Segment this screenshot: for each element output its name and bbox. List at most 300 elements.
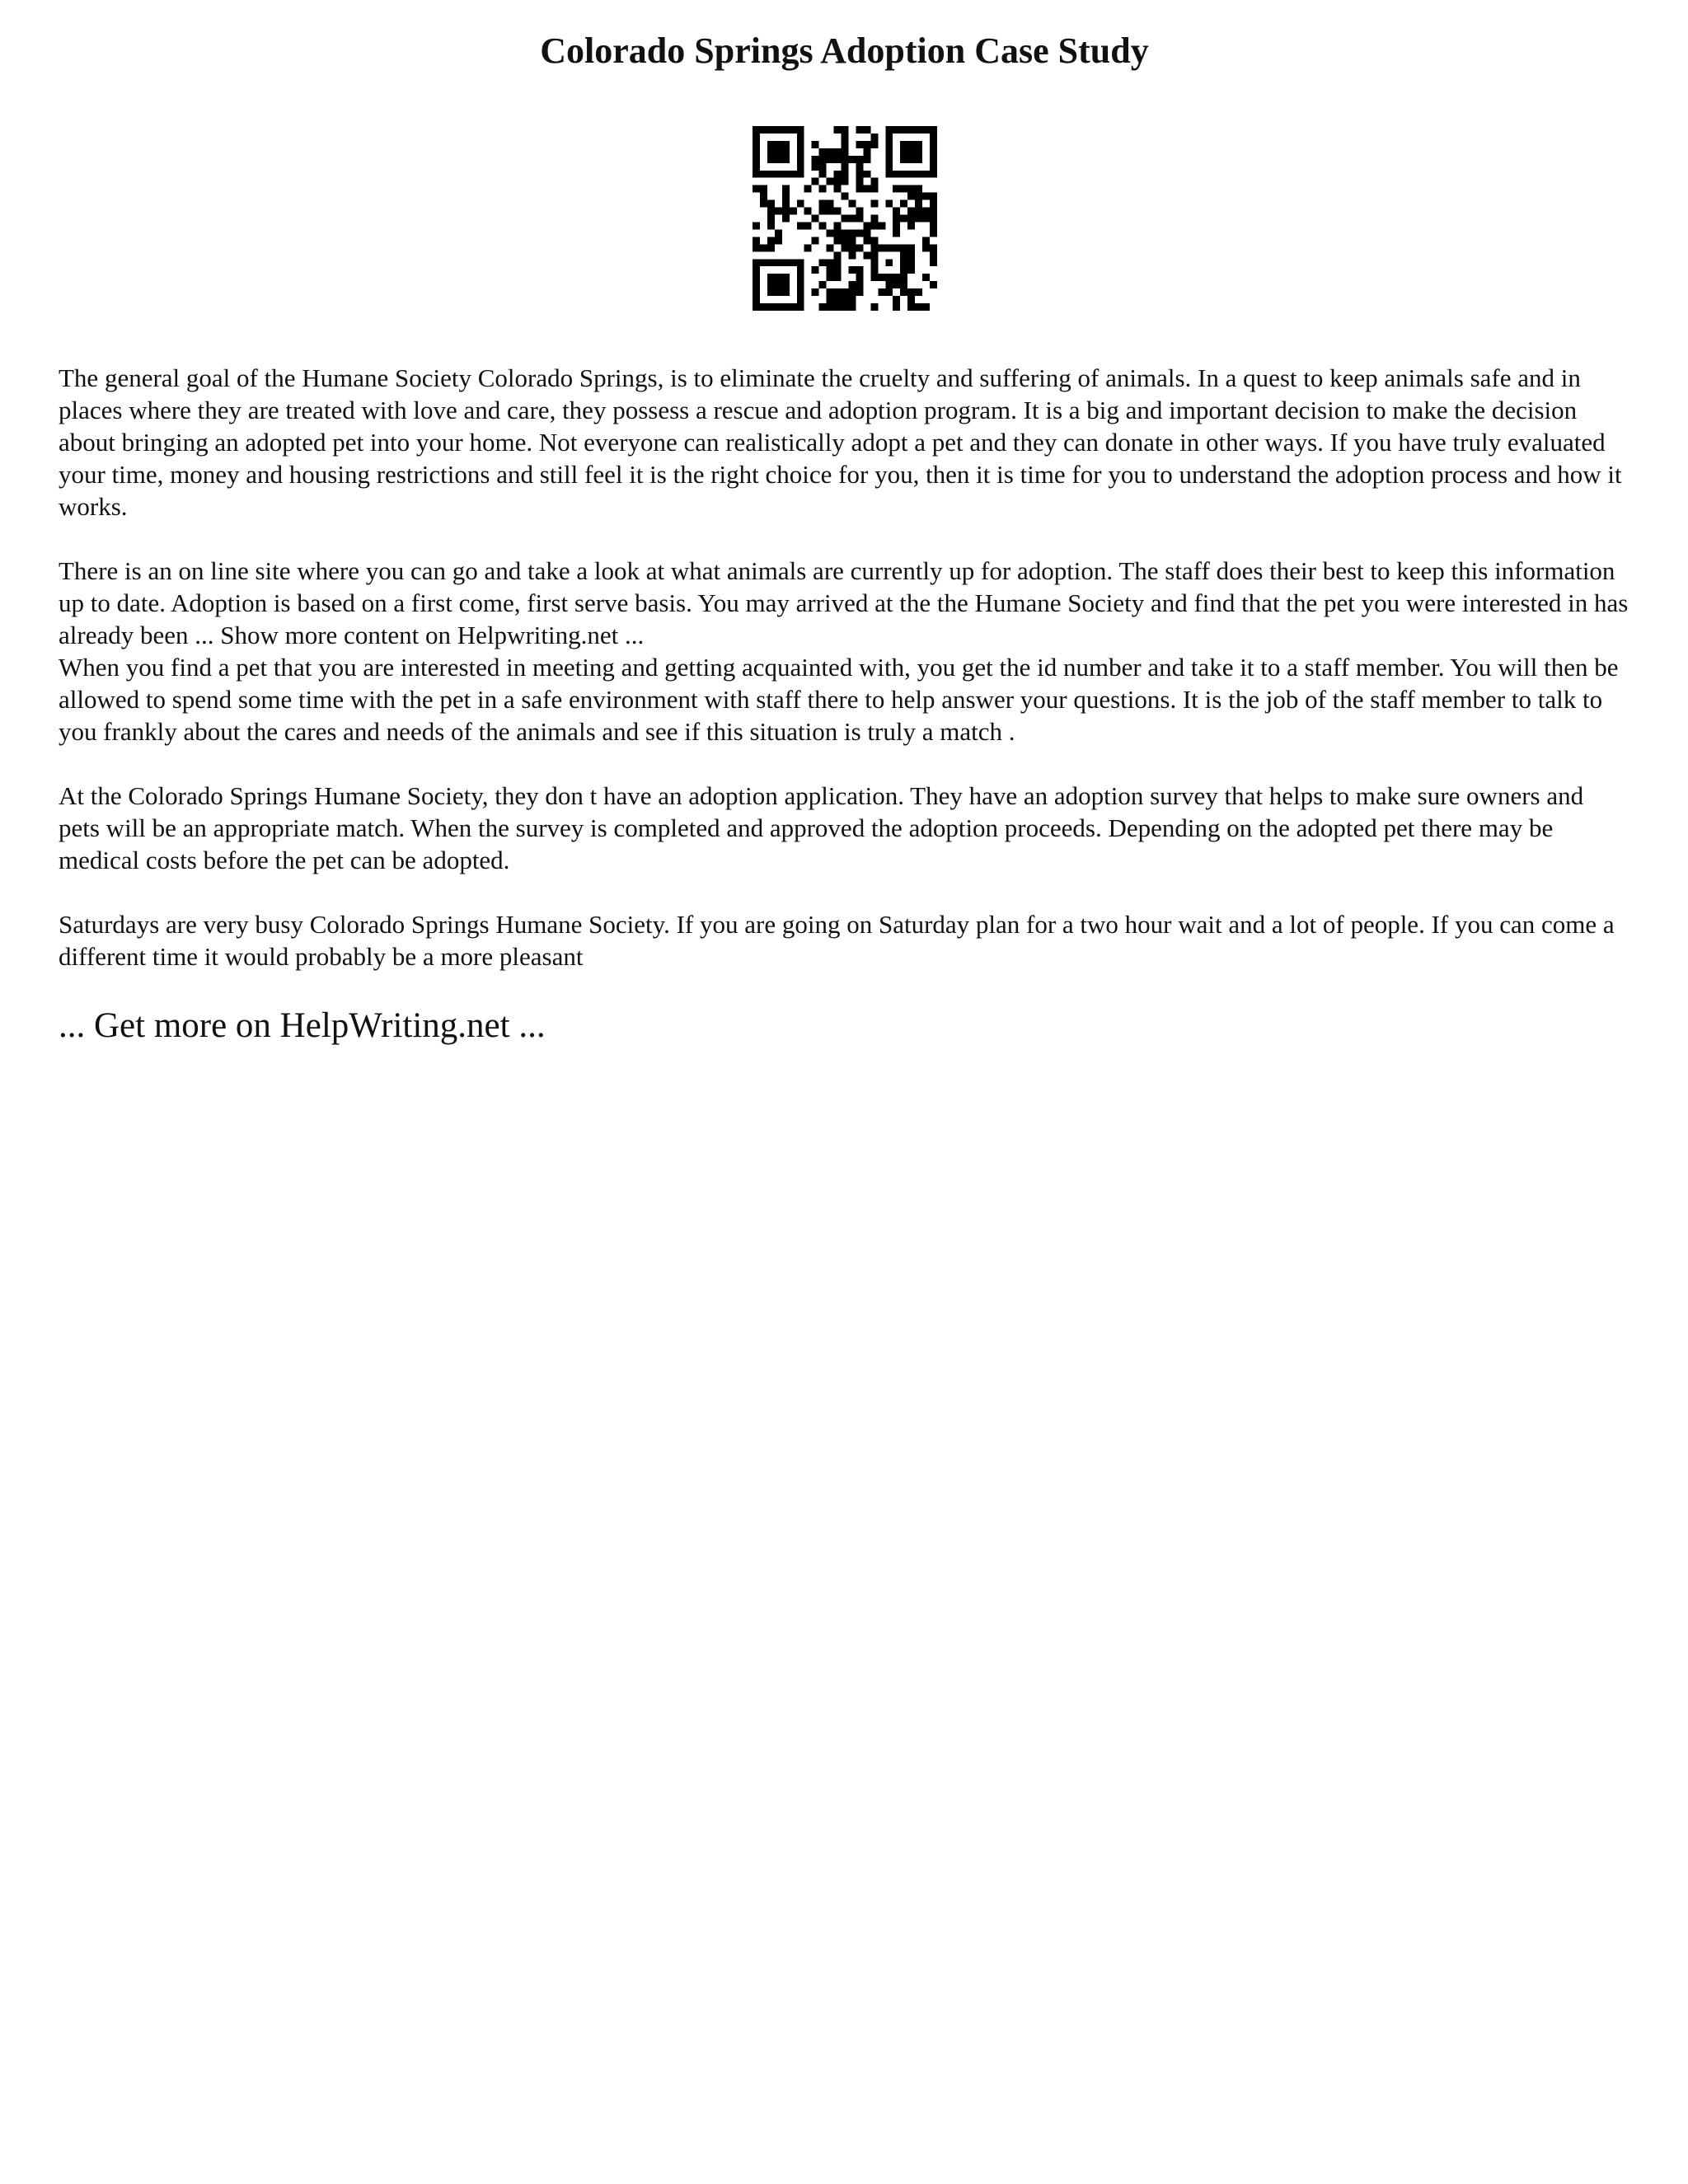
qr-module — [856, 229, 863, 237]
qr-module — [893, 126, 900, 134]
qr-module — [811, 141, 818, 148]
qr-module — [753, 171, 760, 178]
qr-module — [759, 259, 767, 266]
qr-module — [863, 185, 870, 193]
qr-module — [826, 208, 833, 215]
qr-module — [907, 244, 915, 251]
paragraph: At the Colorado Springs Humane Society, they don t have an adoption application. They have an adoption survey that helps to make sure owners and pets will be an appropriate match. When the survey is completed and approved the adoption proceeds. Depending on the adopted pet there may be medical costs before the pet can be adopted. — [59, 781, 1584, 874]
qr-module — [796, 281, 804, 288]
qr-module — [753, 237, 760, 244]
qr-module — [796, 171, 804, 178]
qr-module — [826, 148, 833, 156]
qr-module — [841, 178, 848, 185]
qr-module — [863, 171, 870, 178]
qr-module — [893, 208, 900, 215]
qr-module — [930, 134, 937, 141]
qr-module — [818, 303, 826, 311]
qr-module — [900, 185, 907, 193]
qr-module — [863, 251, 870, 259]
qr-module — [863, 156, 870, 163]
qr-module — [915, 200, 922, 208]
qr-module — [841, 296, 848, 303]
qr-module — [863, 126, 870, 134]
qr-module — [930, 222, 937, 229]
qr-module — [885, 200, 893, 208]
qr-module — [870, 185, 878, 193]
qr-module — [811, 237, 818, 244]
qr-module — [818, 208, 826, 215]
qr-module — [915, 288, 922, 296]
qr-module — [893, 274, 900, 281]
qr-module — [818, 222, 826, 229]
qr-module — [781, 141, 789, 148]
qr-module — [915, 215, 922, 223]
qr-module — [804, 208, 811, 215]
qr-module — [841, 163, 848, 171]
qr-module — [878, 222, 885, 229]
qr-module — [848, 303, 856, 311]
qr-module — [907, 259, 915, 266]
qr-module — [856, 156, 863, 163]
paragraph: Saturdays are very busy Colorado Springs Humane Society. If you are going on Saturday plan for a two hour wait and a lot of people. If you can come a different time it would probably be a more pleasant — [59, 910, 1615, 971]
qr-module — [759, 126, 767, 134]
qr-module — [767, 141, 774, 148]
qr-module — [848, 156, 856, 163]
qr-module — [811, 266, 818, 274]
qr-module — [767, 288, 774, 296]
qr-module — [930, 126, 937, 134]
qr-module — [804, 244, 811, 251]
qr-module — [930, 148, 937, 156]
qr-module — [826, 259, 833, 266]
qr-module — [833, 156, 841, 163]
qr-module — [833, 208, 841, 215]
qr-module — [885, 148, 893, 156]
qr-module — [767, 126, 774, 134]
qr-module — [833, 266, 841, 274]
qr-module — [811, 215, 818, 223]
qr-module — [907, 156, 915, 163]
qr-module — [885, 171, 893, 178]
qr-module — [907, 222, 915, 229]
qr-module — [878, 244, 885, 251]
qr-module — [907, 251, 915, 259]
qr-module — [915, 156, 922, 163]
qr-module — [833, 185, 841, 193]
qr-module — [893, 222, 900, 229]
qr-module — [826, 303, 833, 311]
qr-module — [789, 126, 796, 134]
qr-module — [781, 200, 789, 208]
qr-module — [841, 134, 848, 141]
qr-module — [781, 126, 789, 134]
qr-module — [930, 281, 937, 288]
qr-module — [767, 274, 774, 281]
qr-module — [856, 288, 863, 296]
qr-module — [796, 156, 804, 163]
qr-module — [930, 244, 937, 251]
qr-module — [870, 178, 878, 185]
qr-module — [781, 148, 789, 156]
qr-module — [774, 288, 781, 296]
qr-module — [826, 244, 833, 251]
qr-module — [885, 274, 893, 281]
qr-module — [753, 266, 760, 274]
qr-module — [833, 171, 841, 178]
qr-module — [930, 259, 937, 266]
qr-module — [818, 156, 826, 163]
qr-module — [900, 126, 907, 134]
article-body — [59, 362, 1630, 972]
qr-module — [848, 237, 856, 244]
qr-module — [818, 200, 826, 208]
qr-module — [759, 171, 767, 178]
qr-module — [841, 229, 848, 237]
qr-module — [900, 274, 907, 281]
qr-module — [774, 237, 781, 244]
qr-module — [930, 208, 937, 215]
qr-module — [774, 148, 781, 156]
qr-module — [922, 303, 930, 311]
qr-module — [841, 215, 848, 223]
qr-module — [930, 229, 937, 237]
qr-module — [753, 134, 760, 141]
paragraph: There is an on line site where you can go and take a look at what animals are currently up for adoption. The staff does their best to keep this information up to date. Adoption is based on a first come, first serve basis. You may arrived at the the Humane Society and find that the pet you were interested in has already been ... Show more content on Helpwriting.net ... — [59, 556, 1629, 649]
qr-module — [767, 215, 774, 223]
qr-module — [915, 208, 922, 215]
qr-module — [759, 193, 767, 200]
qr-module — [833, 229, 841, 237]
qr-code-graphic — [753, 126, 937, 311]
qr-module — [863, 229, 870, 237]
qr-module — [870, 134, 878, 141]
qr-module — [907, 215, 915, 223]
qr-module — [826, 229, 833, 237]
qr-module — [781, 281, 789, 288]
qr-module — [878, 288, 885, 296]
qr-module — [863, 141, 870, 148]
qr-module — [811, 288, 818, 296]
qr-module — [870, 215, 878, 223]
qr-module — [856, 266, 863, 274]
qr-module — [848, 296, 856, 303]
qr-module — [753, 296, 760, 303]
qr-module — [796, 303, 804, 311]
qr-module — [885, 141, 893, 148]
qr-module — [767, 222, 774, 229]
qr-module — [885, 281, 893, 288]
document-title: Colorado Springs Adoption Case Study — [540, 30, 1149, 71]
qr-module — [885, 126, 893, 134]
qr-module — [856, 185, 863, 193]
qr-module — [789, 208, 796, 215]
qr-module — [833, 251, 841, 259]
qr-module — [759, 303, 767, 311]
qr-module — [907, 171, 915, 178]
qr-module — [930, 163, 937, 171]
qr-module — [826, 156, 833, 163]
qr-module — [930, 200, 937, 208]
qr-module — [753, 156, 760, 163]
qr-module — [767, 237, 774, 244]
qr-module — [833, 222, 841, 229]
qr-module — [826, 288, 833, 296]
qr-module — [774, 156, 781, 163]
qr-module — [841, 237, 848, 244]
qr-module — [893, 281, 900, 288]
qr-module — [804, 222, 811, 229]
qr-module — [826, 178, 833, 185]
qr-module — [833, 148, 841, 156]
qr-module — [767, 208, 774, 215]
qr-module — [841, 171, 848, 178]
qr-module — [753, 244, 760, 251]
qr-module — [856, 141, 863, 148]
qr-module — [930, 193, 937, 200]
qr-module — [915, 141, 922, 148]
qr-module — [856, 178, 863, 185]
qr-module — [841, 141, 848, 148]
qr-module — [922, 171, 930, 178]
qr-module — [900, 215, 907, 223]
qr-module — [818, 281, 826, 288]
qr-module — [893, 303, 900, 311]
qr-module — [915, 185, 922, 193]
qr-module — [848, 229, 856, 237]
qr-module — [907, 193, 915, 200]
qr-module — [870, 303, 878, 311]
qr-module — [781, 259, 789, 266]
qr-module — [893, 229, 900, 237]
qr-module — [885, 134, 893, 141]
qr-module — [907, 266, 915, 274]
qr-module — [826, 296, 833, 303]
qr-module — [893, 185, 900, 193]
qr-module — [870, 200, 878, 208]
qr-module — [922, 237, 930, 244]
qr-module — [753, 163, 760, 171]
qr-module — [774, 208, 781, 215]
qr-module — [774, 229, 781, 237]
qr-module — [848, 215, 856, 223]
qr-module — [863, 237, 870, 244]
qr-module — [870, 274, 878, 281]
qr-module — [833, 126, 841, 134]
qr-module — [833, 237, 841, 244]
qr-module — [767, 244, 774, 251]
qr-module — [796, 141, 804, 148]
qr-module — [848, 288, 856, 296]
qr-module — [811, 163, 818, 171]
qr-module — [833, 178, 841, 185]
qr-module — [789, 259, 796, 266]
qr-module — [774, 259, 781, 266]
qr-module — [826, 266, 833, 274]
qr-module — [907, 141, 915, 148]
qr-module — [789, 303, 796, 311]
qr-module — [796, 296, 804, 303]
qr-module — [922, 274, 930, 281]
qr-module — [848, 281, 856, 288]
qr-module — [893, 215, 900, 223]
qr-module — [856, 126, 863, 134]
qr-module — [907, 208, 915, 215]
qr-module — [885, 156, 893, 163]
qr-module — [811, 156, 818, 163]
qr-module — [870, 244, 878, 251]
qr-module — [841, 148, 848, 156]
qr-module — [781, 288, 789, 296]
qr-module — [900, 148, 907, 156]
qr-module — [767, 281, 774, 288]
qr-module — [856, 163, 863, 171]
qr-module — [767, 156, 774, 163]
qr-module — [753, 148, 760, 156]
qr-module — [781, 185, 789, 193]
qr-module — [796, 288, 804, 296]
qr-module — [893, 296, 900, 303]
qr-module — [922, 208, 930, 215]
qr-module — [774, 171, 781, 178]
qr-module — [818, 148, 826, 156]
qr-module — [818, 259, 826, 266]
qr-module — [870, 222, 878, 229]
qr-module — [796, 134, 804, 141]
qr-module — [841, 288, 848, 296]
qr-module — [856, 208, 863, 215]
qr-module — [922, 244, 930, 251]
qr-module — [753, 222, 760, 229]
qr-module — [922, 193, 930, 200]
qr-module — [796, 200, 804, 208]
qr-module — [753, 185, 760, 193]
qr-module — [796, 222, 804, 229]
qr-module — [885, 244, 893, 251]
qr-module — [856, 171, 863, 178]
qr-module — [900, 288, 907, 296]
qr-module — [870, 266, 878, 274]
qr-code-icon — [753, 126, 937, 311]
qr-module — [833, 296, 841, 303]
qr-module — [848, 251, 856, 259]
qr-module — [870, 237, 878, 244]
qr-module — [833, 259, 841, 266]
qr-module — [753, 303, 760, 311]
qr-module — [774, 126, 781, 134]
qr-module — [907, 303, 915, 311]
qr-module — [885, 288, 893, 296]
qr-module — [753, 141, 760, 148]
qr-module — [907, 148, 915, 156]
qr-module — [811, 178, 818, 185]
qr-module — [915, 193, 922, 200]
qr-module — [781, 156, 789, 163]
paragraph: The general goal of the Humane Society Colorado Springs, is to eliminate the cruelty and suffering of animals. In a quest to keep animals safe and in places where they are treated with love and care, they possess a rescue and adoption program. It is a big and important decision to make the decision about bringing an adopted pet into your home. Not everyone can realistically adopt a pet and they can donate in other ways. If you have truly evaluated your time, money and housing restrictions and still feel it is the right choice for you, then it is time for you to understand the adoption process and how it works. — [59, 363, 1622, 521]
qr-module — [826, 200, 833, 208]
qr-module — [848, 200, 856, 208]
qr-module — [753, 288, 760, 296]
qr-module — [833, 274, 841, 281]
qr-module — [796, 163, 804, 171]
qr-module — [900, 266, 907, 274]
qr-module — [753, 281, 760, 288]
qr-module — [863, 148, 870, 156]
qr-module — [856, 274, 863, 281]
qr-module — [753, 259, 760, 266]
qr-module — [915, 126, 922, 134]
qr-module — [930, 171, 937, 178]
qr-module — [759, 200, 767, 208]
qr-module — [759, 185, 767, 193]
qr-module — [930, 215, 937, 223]
qr-module — [753, 274, 760, 281]
qr-module — [781, 193, 789, 200]
qr-module — [930, 141, 937, 148]
qr-module — [900, 281, 907, 288]
qr-module — [774, 274, 781, 281]
qr-module — [900, 200, 907, 208]
qr-module — [841, 156, 848, 163]
qr-module — [781, 171, 789, 178]
qr-module — [915, 148, 922, 156]
qr-module — [885, 259, 893, 266]
qr-module — [870, 251, 878, 259]
qr-module — [930, 251, 937, 259]
qr-module — [781, 208, 789, 215]
qr-module — [893, 171, 900, 178]
get-more-link[interactable]: ... Get more on HelpWriting.net ... — [59, 1006, 546, 1045]
qr-module — [789, 171, 796, 178]
qr-module — [767, 171, 774, 178]
qr-module — [930, 156, 937, 163]
qr-module — [759, 244, 767, 251]
qr-module — [870, 141, 878, 148]
qr-module — [900, 259, 907, 266]
qr-module — [781, 303, 789, 311]
qr-module — [907, 126, 915, 134]
qr-module — [774, 141, 781, 148]
qr-module — [774, 281, 781, 288]
qr-module — [796, 259, 804, 266]
qr-module — [907, 288, 915, 296]
qr-module — [885, 163, 893, 171]
qr-module — [841, 126, 848, 134]
qr-module — [753, 126, 760, 134]
qr-module — [833, 288, 841, 296]
qr-module — [915, 303, 922, 311]
qr-module — [848, 244, 856, 251]
qr-module — [893, 244, 900, 251]
qr-module — [856, 281, 863, 288]
qr-module — [900, 141, 907, 148]
qr-module — [796, 274, 804, 281]
qr-module — [767, 303, 774, 311]
qr-module — [900, 171, 907, 178]
qr-module — [818, 185, 826, 193]
qr-module — [900, 244, 907, 251]
qr-module — [870, 259, 878, 266]
qr-module — [767, 200, 774, 208]
qr-module — [856, 215, 863, 223]
qr-module — [781, 274, 789, 281]
qr-module — [841, 193, 848, 200]
qr-module — [826, 274, 833, 281]
qr-module — [907, 185, 915, 193]
qr-module — [796, 266, 804, 274]
qr-module — [900, 156, 907, 163]
paragraph: When you find a pet that you are interested in meeting and getting acquainted with, you get the id number and take it to a staff member. You will then be allowed to spend some time with the pet in a safe environment with staff there to help answer your questions. It is the job of the staff member to talk to you frankly about the cares and needs of the animals and see if this situation is truly a match . — [59, 653, 1619, 746]
qr-module — [856, 244, 863, 251]
